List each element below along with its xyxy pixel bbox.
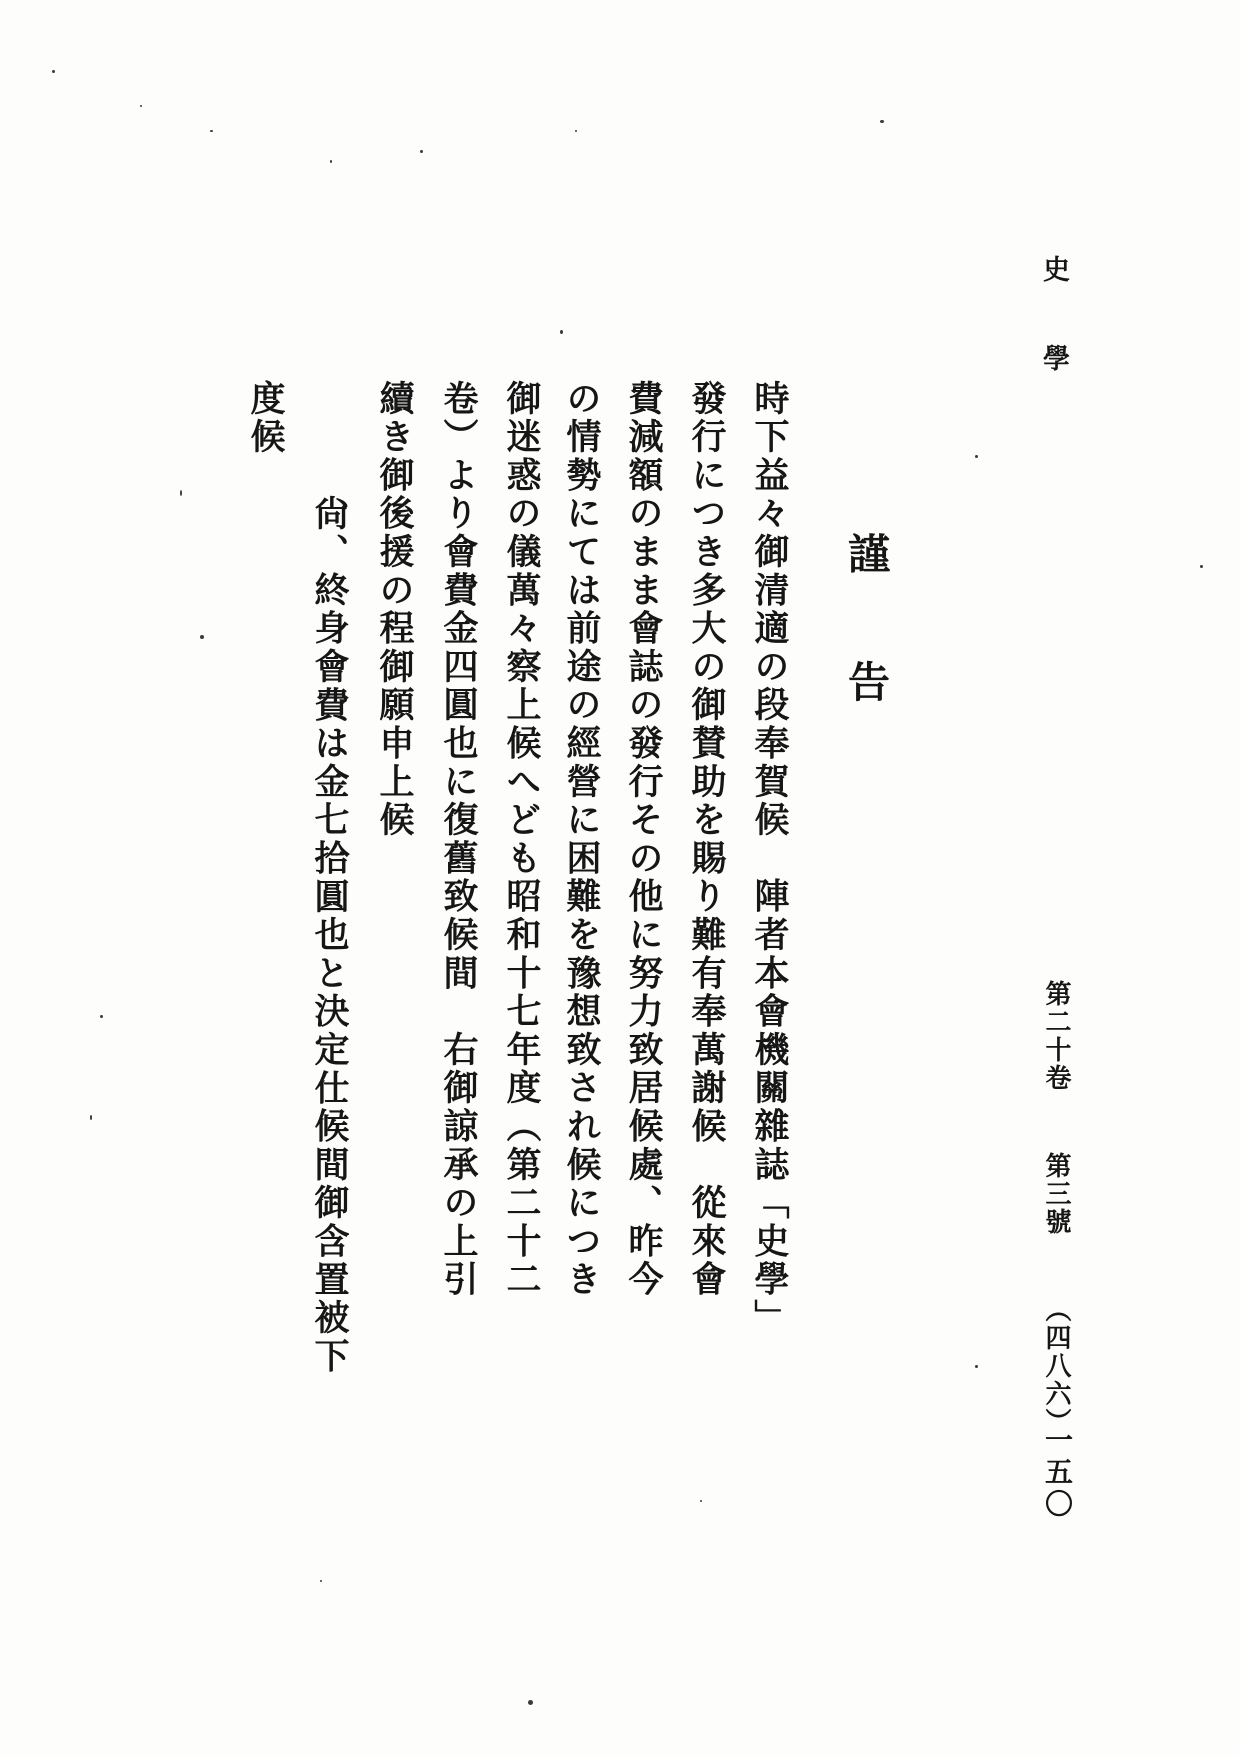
journal-title: 史學 <box>1038 255 1069 433</box>
notice-title: 謹告 <box>842 532 891 788</box>
notice-line-5: 御迷惑の儀萬々察上候へども昭和十七年度（第二十二 <box>501 380 542 1300</box>
notice-line-6: 卷）より會費金四圓也に復舊致候間 右御諒承の上引 <box>438 380 479 1300</box>
notice-line-2: 發行につき多大の御賛助を賜り難有奉萬謝候 從來會 <box>686 380 727 1300</box>
notice-line-3: 費減額のまま會誌の發行その他に努力致居候處、昨今 <box>623 380 664 1300</box>
notice-line-4: の情勢にては前途の經營に困難を豫想致され候につき <box>561 380 602 1300</box>
page-number: 一五〇 <box>1041 1425 1074 1521</box>
issue-info <box>1043 980 1069 1436</box>
notice-line-8: 尙、終身會費は金七拾圓也と決定仕候間御含置被下 <box>309 495 350 1376</box>
notice-line-7: 續き御後援の程御願申上候 <box>374 380 415 840</box>
notice-line-9: 度候 <box>245 380 286 457</box>
volume-label: 第二十卷 <box>1041 980 1071 1092</box>
issue-label: 第三號 <box>1041 1152 1071 1236</box>
serial-page-label: （四八六） <box>1041 1296 1071 1436</box>
notice-line-1: 時下益々御清適の段奉賀候 陣者本會機關雜誌「史學」 <box>749 380 790 1338</box>
